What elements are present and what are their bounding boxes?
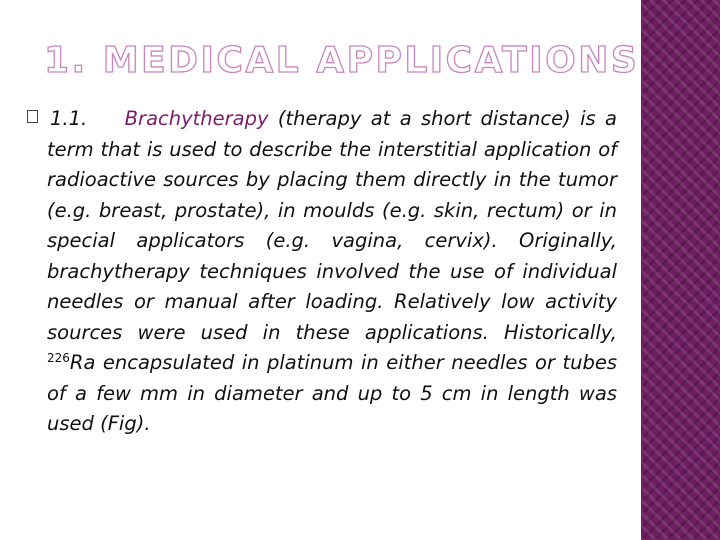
paragraph-text-continued: Ra encapsulated in platinum in either needles or tubes of a few mm in diameter and up to 5 cm in length was used (Fig).	[47, 351, 617, 435]
section-number: 1.1.	[50, 107, 88, 130]
slide-body	[27, 104, 617, 440]
body-paragraph	[47, 104, 617, 440]
decorative-side-band	[641, 0, 720, 540]
isotope-mass-number: 226	[47, 351, 70, 365]
slide-title: 1. MEDICAL APPLICATIONS	[44, 40, 640, 81]
lead-term: Brachytherapy	[124, 107, 269, 130]
paragraph-text: (therapy at a short distance) is a term that is used to describe the interstitial application of radioactive sources by placing them directly in the tumor (e.g. breast, prostate), in moulds (e.g. skin, rectum) or in special applicators (e.g. vagina, cervix). Originally, brachytherapy techniques involved the use of individual needles or manual after loading. Relatively low activity sources were used in these applications. Historically,	[47, 107, 617, 344]
square-bullet-icon	[27, 110, 38, 123]
